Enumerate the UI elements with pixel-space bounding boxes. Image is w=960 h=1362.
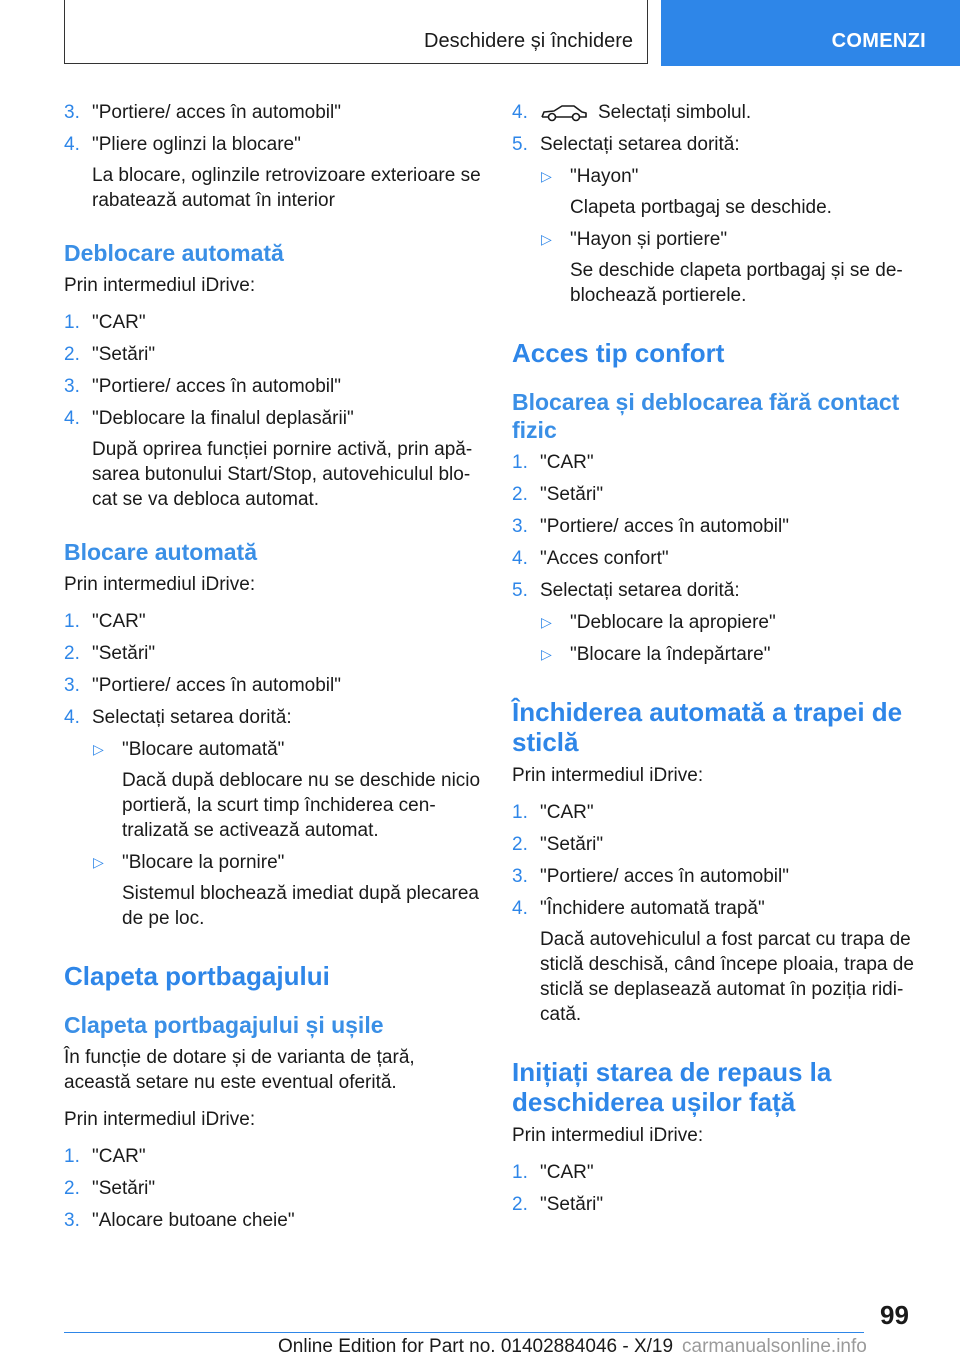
- item-text: "Setări": [540, 484, 604, 505]
- item-number: 4.: [64, 408, 80, 429]
- item-description: Sistemul blochează imediat după plecarea de pe loc.: [122, 883, 479, 929]
- list-item: [64, 374, 482, 399]
- item-number: 1.: [64, 1146, 80, 1167]
- item-text: "Setări": [92, 344, 156, 365]
- list-item: [512, 864, 922, 889]
- list-item: [64, 100, 482, 125]
- list-item: [512, 482, 922, 507]
- paragraph: Prin intermediul iDrive:: [64, 275, 256, 296]
- list-blocare: [64, 609, 482, 730]
- list-item: [512, 832, 922, 857]
- list-item: [64, 1208, 482, 1233]
- list-acces-confort: [512, 450, 922, 603]
- sub-list-item: [512, 227, 922, 308]
- item-number: 1.: [64, 611, 80, 632]
- list-item: [512, 578, 922, 603]
- item-number: 2.: [64, 1178, 80, 1199]
- list-trapa: [512, 800, 922, 1027]
- list-item: [512, 514, 922, 539]
- item-number: 3.: [64, 376, 80, 397]
- list-item: [64, 406, 482, 512]
- item-number: 1.: [512, 802, 528, 823]
- bullet-triangle-icon: ▷: [541, 614, 552, 630]
- list-item: [512, 100, 922, 125]
- footer-watermark: carmanualsonline.info: [682, 1336, 867, 1357]
- item-number: 1.: [512, 452, 528, 473]
- item-number: 4.: [64, 134, 80, 155]
- item-text: "Deblocare la apropiere": [570, 612, 776, 633]
- list-repaus: [512, 1160, 922, 1217]
- item-text: Selectați setarea dorită:: [540, 134, 740, 155]
- item-number: 2.: [64, 643, 80, 664]
- page-number: 99: [880, 1300, 909, 1330]
- list-clapeta: [64, 1144, 482, 1233]
- list-item: [64, 342, 482, 367]
- list-item: [512, 896, 922, 1027]
- item-text: "Blocare la pornire": [122, 852, 285, 873]
- item-number: 1.: [64, 312, 80, 333]
- paragraph: Prin intermediul iDrive:: [512, 1125, 704, 1146]
- list-item: [64, 310, 482, 335]
- item-number: 5.: [512, 134, 528, 155]
- list-item: [512, 1160, 922, 1185]
- chapter-tab-label: COMENZI: [831, 30, 926, 52]
- heading-inchiderea-trapei: Închiderea automată a trapei de sticlă: [512, 697, 903, 757]
- item-description: După oprirea funcției pornire activă, prin apăsarea butonului Start/Stop, autovehiculul blocat se va debloca automat.: [92, 439, 473, 510]
- item-text: "Setări": [92, 643, 156, 664]
- item-description: La blocare, oglinzile retrovizoare exterioare se rabatează automat în interior: [92, 165, 481, 211]
- item-text: "CAR": [92, 1146, 146, 1167]
- item-description: Clapeta portbagaj se deschide.: [570, 197, 832, 218]
- item-number: 3.: [512, 516, 528, 537]
- heading-stare-repaus: Inițiați starea de repaus la deschiderea ușilor față: [512, 1057, 832, 1117]
- list-item: [512, 546, 922, 571]
- section-title-box: [64, 0, 648, 64]
- item-text: "Portiere/ acces în automobil": [540, 516, 789, 537]
- item-text: "Acces confort": [540, 548, 669, 569]
- item-text: "Setări": [92, 1178, 156, 1199]
- item-number: 3.: [64, 1210, 80, 1231]
- item-text: "Portiere/ acces în automobil": [92, 376, 341, 397]
- item-description: Dacă după deblocare nu se deschide nicio portieră, la scurt timp închiderea centralizată se activează automat.: [122, 770, 481, 841]
- list-item: [64, 1144, 482, 1169]
- sub-list-item: [512, 164, 922, 220]
- item-text: "Setări": [540, 1194, 604, 1215]
- item-text: "Portiere/ acces în automobil": [540, 866, 789, 887]
- heading-blocarea-fara-contact: Blocarea și deblocarea fără contact fizic: [512, 389, 900, 443]
- item-text: "CAR": [92, 611, 146, 632]
- footer-edition: Online Edition for Part no. 01402884046 - X/19: [278, 1336, 674, 1357]
- paragraph: Prin intermediul iDrive:: [64, 1109, 256, 1130]
- item-text: "Închidere automată trapă": [540, 898, 765, 919]
- sub-list-item: [64, 737, 482, 843]
- sub-list-item: [64, 850, 482, 931]
- item-number: 2.: [64, 344, 80, 365]
- chapter-tab[interactable]: [661, 0, 960, 66]
- item-number: 2.: [512, 834, 528, 855]
- heading-acces-tip-confort: Acces tip confort: [512, 338, 725, 368]
- item-number: 3.: [64, 675, 80, 696]
- list-item: [64, 705, 482, 730]
- item-text: "CAR": [540, 452, 594, 473]
- item-text: "Portiere/ acces în automobil": [92, 675, 341, 696]
- list-portiere: [64, 100, 482, 213]
- item-text: "Hayon": [570, 166, 639, 187]
- item-text: "Alocare butoane cheie": [92, 1210, 295, 1231]
- item-text: "Setări": [540, 834, 604, 855]
- item-text: "Deblocare la finalul deplasării": [92, 408, 354, 429]
- heading-blocare-automata: Blocare automată: [64, 539, 258, 565]
- item-text: "Pliere oglinzi la blocare": [92, 134, 301, 155]
- bullet-triangle-icon: ▷: [541, 646, 552, 662]
- sub-list-item: [512, 610, 922, 635]
- section-title: Deschidere și închidere: [424, 30, 633, 52]
- sublist-hayon: [512, 164, 922, 308]
- heading-clapeta-portbagajului: Clapeta portbagajului: [64, 961, 330, 991]
- list-item: [512, 132, 922, 157]
- list-item: [512, 800, 922, 825]
- item-text: Selectați setarea dorită:: [540, 580, 740, 601]
- list-simbol: [512, 100, 922, 157]
- item-number: 1.: [512, 1162, 528, 1183]
- item-text: "Blocare automată": [122, 739, 285, 760]
- sublist-blocare: [64, 737, 482, 931]
- item-text: "CAR": [540, 1162, 594, 1183]
- item-text: "Portiere/ acces în automobil": [92, 102, 341, 123]
- item-text: "CAR": [92, 312, 146, 333]
- item-number: 2.: [512, 484, 528, 505]
- list-item: [64, 641, 482, 666]
- item-number: 4.: [512, 548, 528, 569]
- list-item: [512, 450, 922, 475]
- left-column: [64, 100, 482, 1240]
- list-item: [64, 609, 482, 634]
- bullet-triangle-icon: ▷: [541, 231, 552, 247]
- item-number: 3.: [512, 866, 528, 887]
- item-description: Dacă autovehiculul a fost parcat cu trapa de sticlă deschisă, când începe ploaia, trapa de sticlă se deplasează automat în poziția ridicată.: [540, 929, 914, 1025]
- item-text: "Hayon și portiere": [570, 229, 728, 250]
- page-header: [64, 0, 960, 66]
- item-text: "Blocare la îndepărtare": [570, 644, 771, 665]
- item-number: 5.: [512, 580, 528, 601]
- bullet-triangle-icon: ▷: [93, 741, 104, 757]
- bullet-triangle-icon: ▷: [541, 168, 552, 184]
- list-deblocare: [64, 310, 482, 512]
- item-number: 4.: [64, 707, 80, 728]
- list-item: [64, 1176, 482, 1201]
- footer-divider: [64, 1332, 864, 1333]
- item-text: "CAR": [540, 802, 594, 823]
- sublist-acces-confort: [512, 610, 922, 667]
- item-number: 3.: [64, 102, 80, 123]
- item-description: Se deschide clapeta portbagaj și se deblochează portierele.: [570, 260, 903, 306]
- heading-deblocare-automata: Deblocare automată: [64, 240, 284, 266]
- list-item: [512, 1192, 922, 1217]
- sub-list-item: [512, 642, 922, 667]
- item-number: 4.: [512, 898, 528, 919]
- car-icon: [540, 104, 588, 122]
- paragraph: În funcție de dotare și de varianta de țară, această setare nu este eventual oferită.: [64, 1047, 415, 1093]
- item-text: Selectați setarea dorită:: [92, 707, 292, 728]
- item-number: 2.: [512, 1194, 528, 1215]
- list-item: [64, 132, 482, 213]
- bullet-triangle-icon: ▷: [93, 854, 104, 870]
- paragraph: Prin intermediul iDrive:: [64, 574, 256, 595]
- heading-clapeta-si-usile: Clapeta portbagajului și ușile: [64, 1012, 384, 1038]
- item-text: Selectați simbolul.: [598, 102, 752, 123]
- right-column: [512, 100, 922, 1224]
- item-number: 4.: [512, 102, 528, 123]
- paragraph: Prin intermediul iDrive:: [512, 765, 704, 786]
- list-item: [64, 673, 482, 698]
